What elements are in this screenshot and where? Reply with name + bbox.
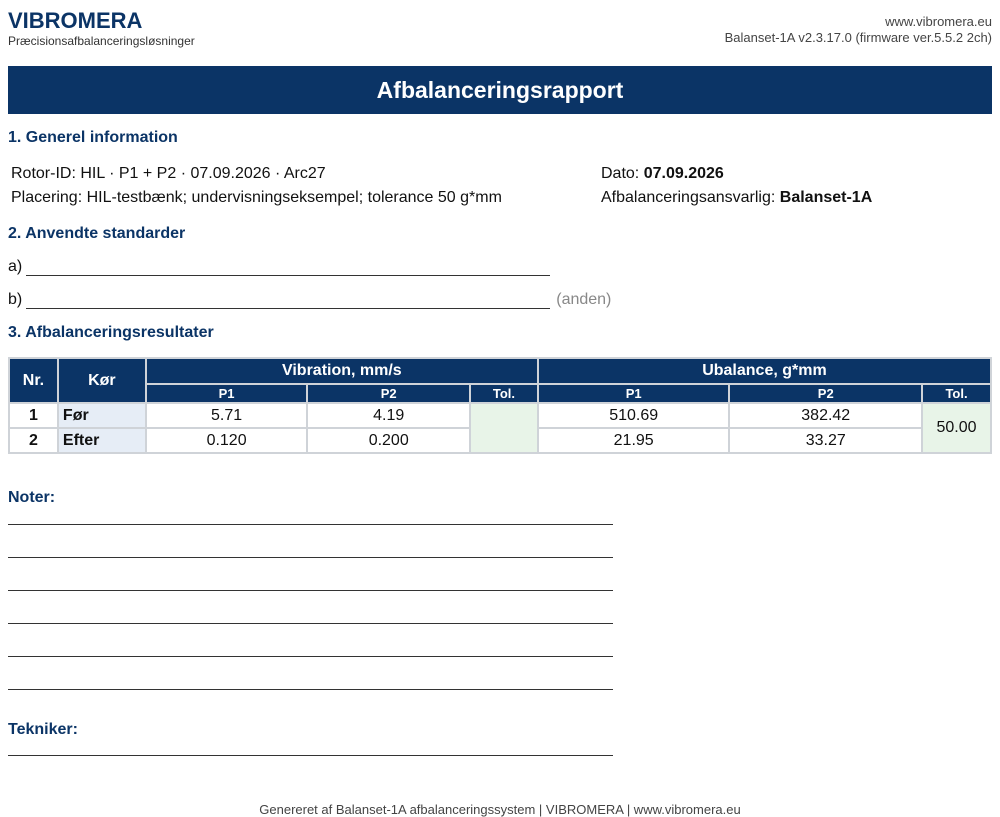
unb-p2-cell: 33.27 [729, 428, 922, 453]
notes-line[interactable] [8, 557, 613, 558]
brand-tagline: Præcisionsafbalanceringsløsninger [8, 34, 195, 48]
unb-p2-header: P2 [729, 384, 922, 403]
vib-p1-cell: 5.71 [146, 403, 308, 428]
version-text: Balanset-1A v2.3.17.0 (firmware ver.5.5.2 2ch) [724, 30, 992, 45]
standard-a-row [8, 258, 550, 276]
col-run-header: Kør [58, 358, 146, 403]
rotor-id-text: Rotor-ID: HIL · P1 + P2 · 07.09.2026 · Arc27 [11, 165, 326, 182]
responsible-value: Balanset-1A [779, 189, 873, 206]
notes-line[interactable] [8, 689, 613, 690]
row-nr: 1 [9, 403, 58, 428]
standard-b-row [8, 291, 611, 309]
brand-block [8, 8, 195, 49]
website-link[interactable]: www.vibromera.eu [885, 14, 992, 29]
vib-p2-header: P2 [307, 384, 470, 403]
page-footer: Genereret af Balanset-1A afbalanceringssystem | VIBROMERA | www.vibromera.eu [259, 802, 741, 817]
notes-line[interactable] [8, 656, 613, 657]
standard-other-label: (anden) [556, 291, 612, 308]
vibration-group-header: Vibration, mm/s [146, 358, 538, 384]
unb-tol-cell: 50.00 [922, 403, 991, 453]
table-row [9, 403, 991, 428]
col-nr-header: Nr. [9, 358, 58, 403]
date-label: Dato: [601, 165, 640, 182]
results-table [8, 357, 992, 454]
vib-p2-cell: 4.19 [307, 403, 470, 428]
notes-line[interactable] [8, 590, 613, 591]
unbalance-group-header: Ubalance, g*mm [538, 358, 991, 384]
row-nr: 2 [9, 428, 58, 453]
date-value: 07.09.2026 [643, 165, 724, 182]
responsible-field [601, 189, 872, 207]
notes-line[interactable] [8, 623, 613, 624]
vib-tol-header: Tol. [470, 384, 538, 403]
row-run: Før [58, 403, 146, 428]
report-title: Afbalanceringsrapport [8, 66, 992, 114]
row-run: Efter [58, 428, 146, 453]
vib-p2-cell: 0.200 [307, 428, 470, 453]
vib-p1-header: P1 [146, 384, 308, 403]
responsible-label: Afbalanceringsansvarlig: [601, 189, 776, 206]
technician-label: Tekniker: [8, 721, 78, 738]
brand-logo-text: VIBROMERA [8, 8, 143, 33]
unb-p1-cell: 510.69 [538, 403, 730, 428]
section-standards-heading: 2. Anvendte standarder [8, 225, 186, 242]
header-meta [725, 14, 992, 46]
unb-p1-cell: 21.95 [538, 428, 730, 453]
date-field [601, 165, 724, 183]
section-results-heading: 3. Afbalanceringsresultater [8, 324, 214, 341]
notes-line[interactable] [8, 524, 613, 525]
unb-tol-header: Tol. [922, 384, 991, 403]
notes-label: Noter: [8, 489, 56, 506]
standard-a-label: a) [8, 258, 23, 275]
section-general-heading: 1. Generel information [8, 129, 178, 146]
vib-tol-cell [470, 403, 538, 453]
unb-p2-cell: 382.42 [729, 403, 922, 428]
standard-a-line[interactable] [26, 261, 550, 276]
standard-b-line[interactable] [26, 294, 550, 309]
standard-b-label: b) [8, 291, 23, 308]
vib-p1-cell: 0.120 [146, 428, 308, 453]
technician-signature-line[interactable] [8, 755, 613, 756]
unb-p1-header: P1 [538, 384, 730, 403]
placement-text: Placering: HIL-testbænk; undervisningseksempel; tolerance 50 g*mm [11, 189, 502, 206]
